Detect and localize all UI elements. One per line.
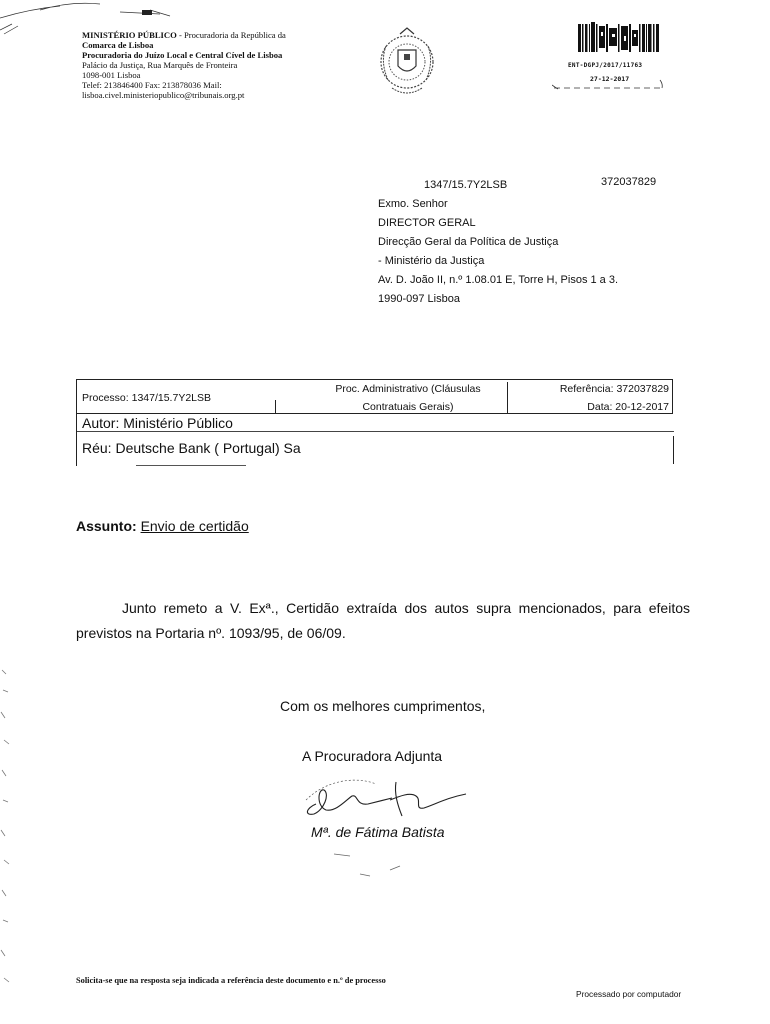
- signer-name: Mª. de Fátima Batista: [311, 824, 445, 840]
- letterhead-phone: Telef: 213846400 Fax: 213878036 Mail:: [82, 80, 222, 90]
- recipient-line: DIRECTOR GERAL: [378, 217, 476, 229]
- case-header-row: [76, 379, 673, 414]
- entry-stamp-ref: ENT-DGPJ/2017/11763: [568, 62, 643, 69]
- signature-marks: [330, 850, 410, 880]
- subject-label: Assunto:: [76, 518, 137, 534]
- case-type-line1: Proc. Administrativo (Cláusulas: [335, 383, 481, 395]
- letterhead-postcode: 1098-001 Lisboa: [82, 70, 141, 80]
- coat-of-arms-icon: [376, 26, 438, 102]
- letterhead-org-rest: - Procuradoria da República da: [176, 30, 286, 40]
- case-type-line2: Contratuais Gerais): [362, 401, 454, 413]
- processed-by-computer: Processado por computador: [576, 989, 682, 999]
- recipient-line: Av. D. João II, n.º 1.08.01 E, Torre H, Pisos 1 a 3.: [378, 274, 619, 286]
- letterhead-procuradoria: Procuradoria do Juízo Local e Central Cível de Lisboa: [82, 50, 283, 60]
- table-divider: [275, 400, 276, 414]
- letterhead: [82, 30, 286, 100]
- table-divider: [77, 431, 674, 432]
- case-reference: [560, 380, 669, 416]
- letterhead-email: lisboa.civel.ministeriopublico@tribunais.org.pt: [82, 90, 245, 100]
- table-divider: [136, 465, 246, 466]
- stamp-underline: [552, 76, 664, 90]
- closing-salutation: Com os melhores cumprimentos,: [280, 698, 486, 714]
- recipient-line: Direcção Geral da Política de Justiça: [378, 236, 559, 248]
- scan-noise: [0, 660, 14, 990]
- signer-title: A Procuradora Adjunta: [302, 748, 443, 764]
- subject-text: Envio de certidão: [140, 518, 249, 534]
- body-paragraph: Junto remeto a V. Exª., Certidão extraída dos autos supra mencionados, para efeitos previstos na Portaria nº. 1093/95, de 06/09.: [76, 600, 690, 641]
- letter-body: [76, 596, 690, 646]
- case-defendant: Réu: Deutsche Bank ( Portugal) Sa: [82, 440, 301, 456]
- case-type: [313, 380, 503, 416]
- footer-note: Solicita-se que na resposta seja indicada a referência deste documento e n.º de processo: [76, 976, 386, 985]
- case-process: Processo: 1347/15.7Y2LSB: [82, 392, 212, 404]
- letterhead-org: MINISTÉRIO PÚBLICO: [82, 30, 177, 40]
- letterhead-address: Palácio da Justiça, Rua Marquês de Fronteira: [82, 60, 238, 70]
- letterhead-comarca: Comarca de Lisboa: [82, 40, 154, 50]
- case-reference-value: Referência: 372037829: [559, 383, 669, 395]
- barcode-icon: [578, 22, 662, 54]
- table-divider: [673, 436, 674, 464]
- subject-line: [76, 518, 249, 534]
- case-plaintiff: Autor: Ministério Público: [82, 415, 233, 431]
- case-info-table: [76, 379, 673, 467]
- recipient-address: [378, 176, 618, 309]
- recipient-line: - Ministério da Justiça: [378, 255, 485, 267]
- reference-number: 372037829: [601, 176, 657, 188]
- handwritten-signature: [296, 770, 476, 832]
- recipient-line: Exmo. Senhor: [378, 198, 448, 210]
- recipient-process: 1347/15.7Y2LSB: [424, 179, 508, 191]
- entry-stamp-date: 27-12-2017: [590, 75, 630, 83]
- table-divider: [507, 382, 508, 414]
- case-parties: [76, 414, 674, 466]
- recipient-line: 1990-097 Lisboa: [378, 293, 460, 305]
- case-date: Data: 20-12-2017: [587, 401, 669, 413]
